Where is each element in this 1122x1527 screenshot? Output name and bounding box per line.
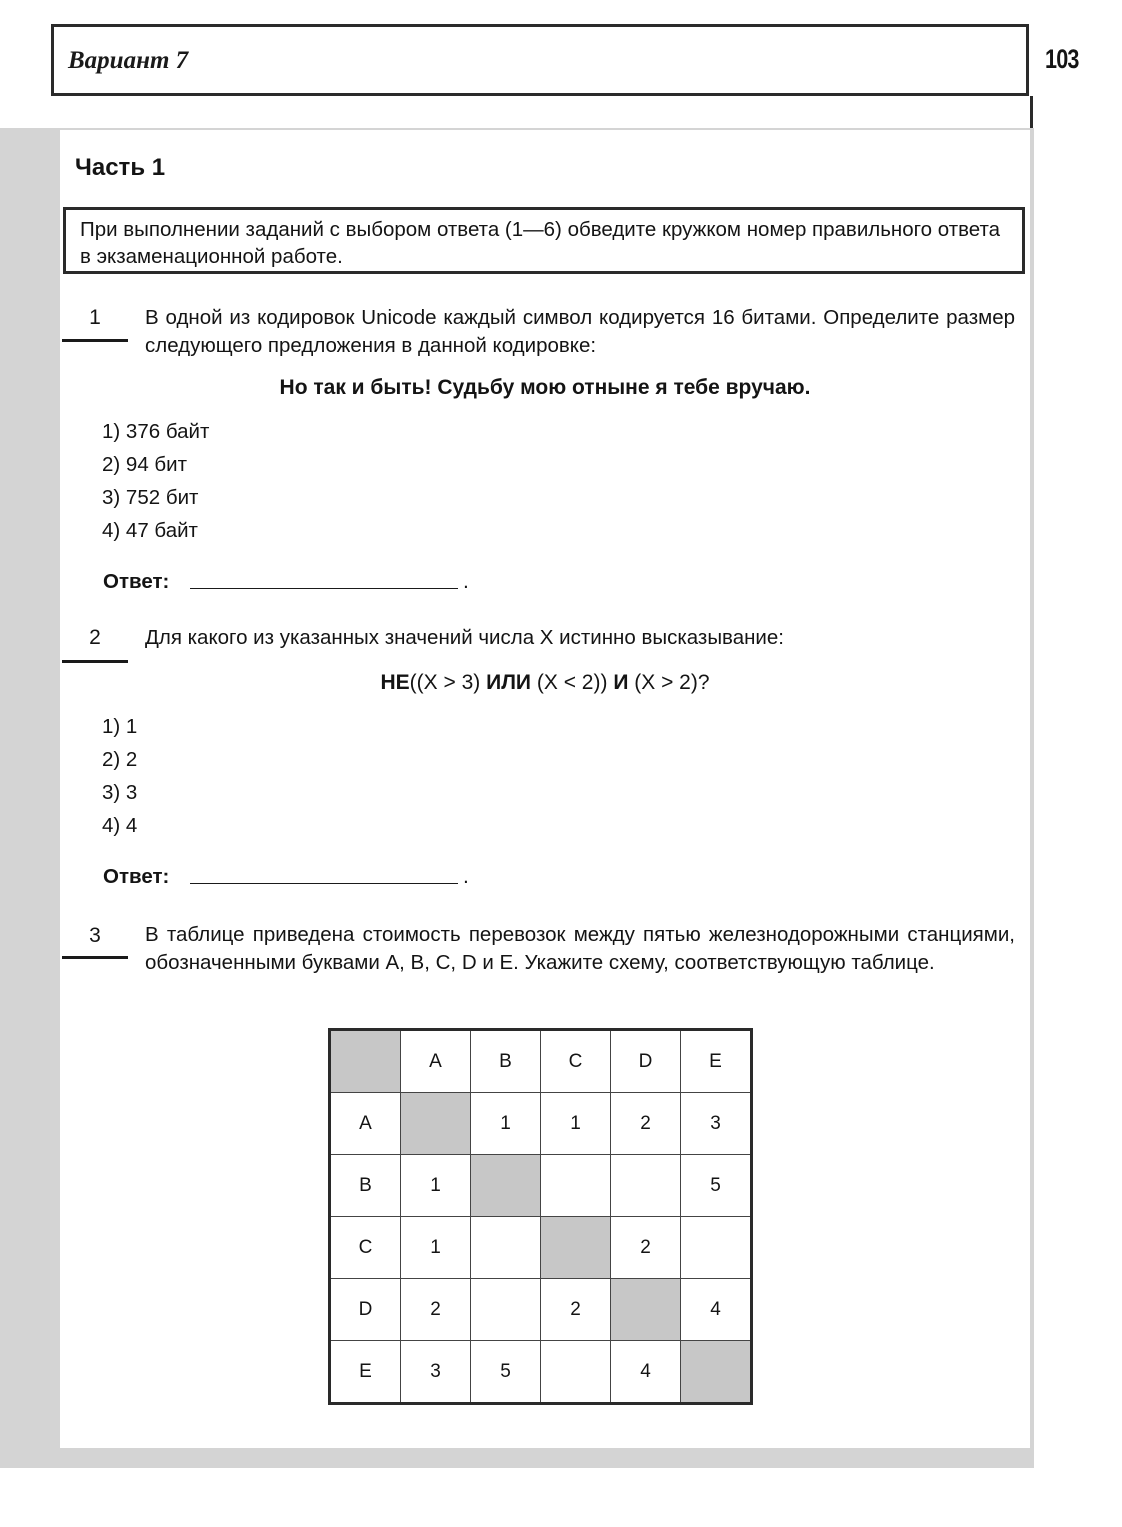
task-2-answer-dot: .	[463, 865, 469, 888]
table-row	[330, 1217, 752, 1279]
table-corner-cell	[330, 1030, 401, 1093]
task-1-underline	[62, 339, 128, 342]
table-header-row	[330, 1030, 752, 1093]
task-2-underline	[62, 660, 128, 663]
col-header-a: A	[401, 1030, 471, 1093]
instruction-box	[63, 207, 1025, 274]
expr-and: И	[613, 671, 629, 694]
table-cell	[681, 1341, 752, 1404]
page-number: 103	[1045, 44, 1079, 74]
task-2-option-2[interactable]: 2) 2	[102, 748, 138, 771]
table-row	[330, 1155, 752, 1217]
task-1-text: В одной из кодировок Unicode каждый символ кодируется 16 битами. Определите размер следующего предложения в данной кодировке:	[145, 306, 1015, 357]
row-header-a: A	[330, 1093, 401, 1155]
table-cell	[471, 1217, 541, 1279]
col-header-c: C	[541, 1030, 611, 1093]
table-cell: 3	[401, 1341, 471, 1404]
task-2-text: Для какого из указанных значений числа X истинно высказывание:	[145, 626, 784, 649]
task-1-answer-field[interactable]	[190, 588, 458, 589]
table-cell	[401, 1093, 471, 1155]
table-cell	[541, 1155, 611, 1217]
col-header-d: D	[611, 1030, 681, 1093]
cost-table	[328, 1028, 753, 1405]
task-2-answer-label: Ответ:	[103, 865, 170, 888]
table-cell: 1	[401, 1217, 471, 1279]
header-connector-line	[1030, 96, 1033, 130]
col-header-b: B	[471, 1030, 541, 1093]
expr-part-3: (X > 2)?	[628, 671, 710, 694]
expr-part-1: ((X > 3)	[409, 671, 487, 694]
task-2-option-3[interactable]: 3) 3	[102, 781, 138, 804]
table-cell: 1	[541, 1093, 611, 1155]
table-cell: 2	[611, 1217, 681, 1279]
task-1-answer-label: Ответ:	[103, 570, 170, 593]
table-cell: 5	[681, 1155, 752, 1217]
task-1-number: 1	[89, 306, 101, 329]
task-2-option-1[interactable]: 1) 1	[102, 715, 138, 738]
task-2-expression	[60, 671, 1030, 695]
variant-header	[51, 24, 1029, 96]
page-content	[60, 130, 1030, 1448]
instruction-text: При выполнении заданий с выбором ответа (1—6) обведите кружком номер правильного ответа в экзаменационной работе.	[80, 218, 1001, 268]
row-header-e: E	[330, 1341, 401, 1404]
task-2-option-4[interactable]: 4) 4	[102, 814, 138, 837]
table-cell: 4	[611, 1341, 681, 1404]
col-header-e: E	[681, 1030, 752, 1093]
table-cell: 5	[471, 1341, 541, 1404]
task-2-answer-field[interactable]	[190, 883, 458, 884]
task-3-number: 3	[89, 924, 101, 947]
table-cell	[611, 1155, 681, 1217]
table-cell	[541, 1217, 611, 1279]
expr-part-2: (X < 2))	[531, 671, 614, 694]
row-header-b: B	[330, 1155, 401, 1217]
table-row	[330, 1279, 752, 1341]
table-cell	[471, 1155, 541, 1217]
part-title: Часть 1	[75, 154, 166, 181]
table-cell: 2	[611, 1093, 681, 1155]
table-cell	[681, 1217, 752, 1279]
table-cell: 1	[471, 1093, 541, 1155]
expr-not: НЕ	[380, 671, 410, 694]
table-row	[330, 1093, 752, 1155]
row-header-c: C	[330, 1217, 401, 1279]
task-1-option-3[interactable]: 3) 752 бит	[102, 486, 199, 509]
table-cell	[611, 1279, 681, 1341]
task-3-underline	[62, 956, 128, 959]
table-cell	[471, 1279, 541, 1341]
task-1-option-4[interactable]: 4) 47 байт	[102, 519, 198, 542]
table-row	[330, 1341, 752, 1404]
variant-title: Вариант 7	[68, 47, 189, 74]
table-cell: 4	[681, 1279, 752, 1341]
task-1-option-1[interactable]: 1) 376 байт	[102, 420, 210, 443]
table-cell: 2	[541, 1279, 611, 1341]
table-cell: 3	[681, 1093, 752, 1155]
table-cell: 2	[401, 1279, 471, 1341]
task-1-answer-dot: .	[463, 570, 469, 593]
task-2-number: 2	[89, 626, 101, 649]
task-3-text: В таблице приведена стоимость перевозок между пятью железнодорожными станциями, обозначенными буквами A, B, C, D и E. Укажите схему, соответствующую таблице.	[145, 923, 1015, 974]
table-cell: 1	[401, 1155, 471, 1217]
row-header-d: D	[330, 1279, 401, 1341]
task-1-sentence: Но так и быть! Судьбу мою отныне я тебе вручаю.	[279, 376, 811, 399]
expr-or: ИЛИ	[486, 671, 532, 694]
task-1-option-2[interactable]: 2) 94 бит	[102, 453, 188, 476]
table-cell	[541, 1341, 611, 1404]
